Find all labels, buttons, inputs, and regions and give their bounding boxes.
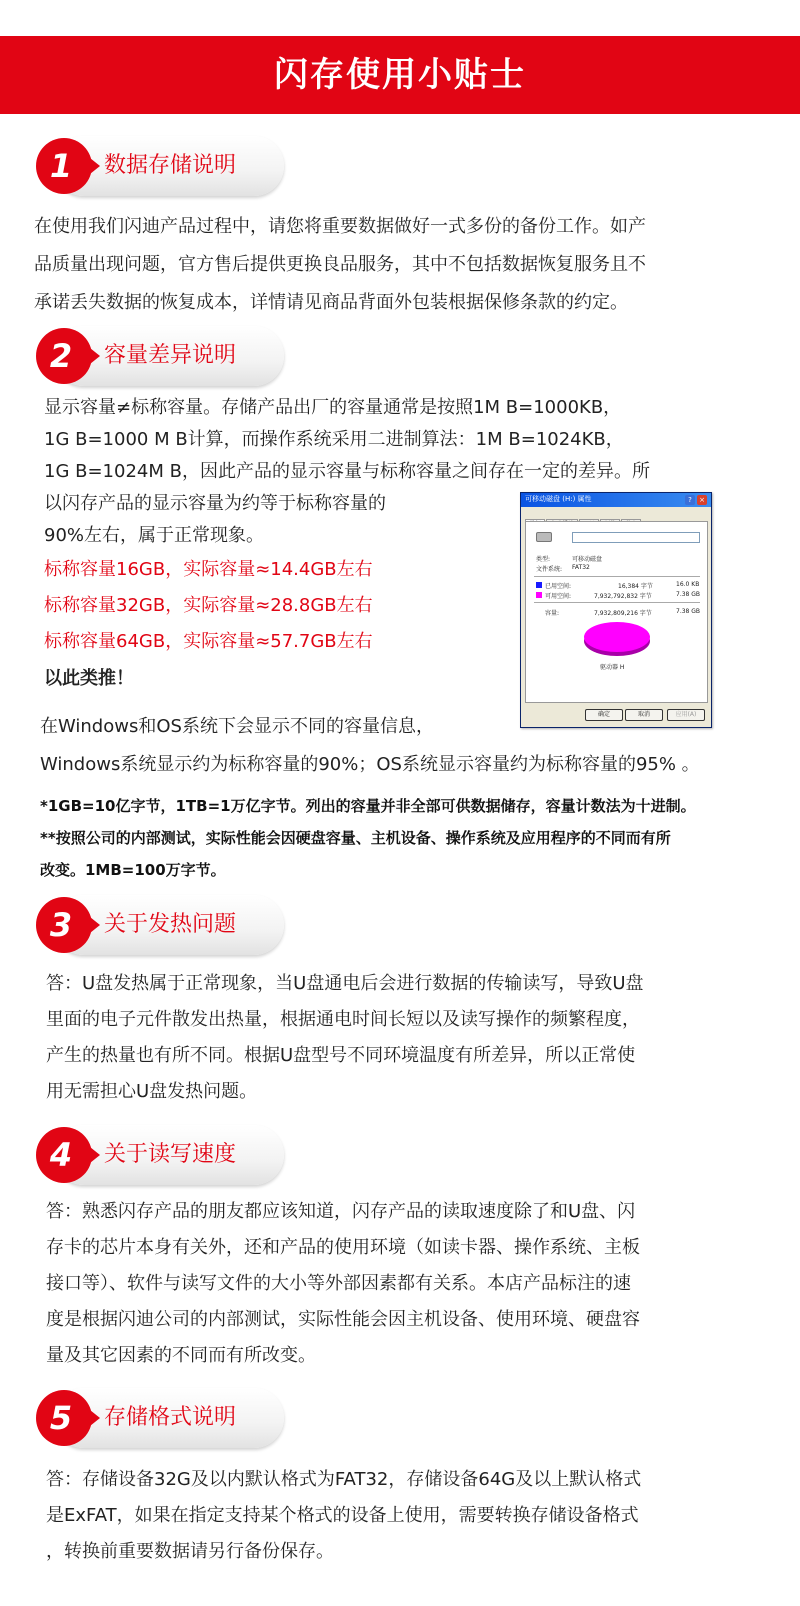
capacity-notes xyxy=(40,790,770,886)
text-line: 量及其它因素的不同而有所改变。 xyxy=(46,1345,316,1366)
section-1-body xyxy=(34,208,646,322)
disk-usage-pie xyxy=(584,622,650,652)
text-line: 答：存储设备32G及以内默认格式为FAT32，存储设备64G及以上默认格式 xyxy=(46,1469,642,1490)
section-5-header xyxy=(36,1388,286,1450)
section-4-body xyxy=(46,1194,640,1374)
capacity-example-line: 标称容量16GB，实际容量≈14.4GB左右 xyxy=(44,559,373,580)
section-number: 2 xyxy=(49,337,73,375)
drive-label: 驱动器 H xyxy=(600,664,625,671)
used-label: 已用空间: xyxy=(545,583,572,590)
capacity-example-line: 标称容量32GB，实际容量≈28.8GB左右 xyxy=(44,595,373,616)
section-3-body xyxy=(46,966,644,1110)
fs-value: FAT32 xyxy=(572,564,590,571)
section-number: 1 xyxy=(49,147,73,185)
removable-disk-icon xyxy=(536,532,552,542)
text-line: 1G B=1024M B，因此产品的显示容量与标称容量之间存在一定的差异。所 xyxy=(44,461,650,482)
page-banner xyxy=(0,36,800,114)
ok-button[interactable]: 确定 xyxy=(585,709,623,721)
analogy-text xyxy=(44,660,134,698)
text-line: Windows系统显示约为标称容量的90%；OS系统显示容量约为标称容量的95% 。 xyxy=(40,754,700,775)
used-bytes: 16,384 字节 xyxy=(618,583,653,590)
text-line: 度是根据闪迪公司的内部测试，实际性能会因主机设备、使用环境、硬盘容 xyxy=(46,1309,640,1330)
capacity-size: 7.38 GB xyxy=(676,608,701,615)
dialog-panel xyxy=(525,521,708,703)
section-1-header xyxy=(36,136,286,198)
capacity-example-line: 标称容量64GB，实际容量≈57.7GB左右 xyxy=(44,631,373,652)
text-line: 在Windows和OS系统下会显示不同的容量信息， xyxy=(40,716,434,737)
text-line: 承诺丢失数据的恢复成本，详情请见商品背面外包装根据保修条款的约定。 xyxy=(34,292,628,313)
volume-label-input[interactable] xyxy=(572,532,700,543)
page-title: 闪存使用小贴士 xyxy=(274,55,526,95)
section-title: 存储格式说明 xyxy=(104,1405,237,1430)
note-line: *1GB=10亿字节，1TB=1万亿字节。列出的容量并非全部可供数据储存，容量计数法为十进制。 xyxy=(40,797,696,815)
text-line: 存卡的芯片本身有关外，还和产品的使用环境（如读卡器、操作系统、主板 xyxy=(46,1237,640,1258)
text-line: 产生的热量也有所不同。根据U盘型号不同环境温度有所差异，所以正常使 xyxy=(46,1045,636,1066)
type-label: 类型: xyxy=(536,556,551,563)
apply-button[interactable]: 应用(A) xyxy=(667,709,705,721)
section-number: 4 xyxy=(49,1136,73,1174)
note-line: **按照公司的内部测试，实际性能会因硬盘容量、主机设备、操作系统及应用程序的不同而有所 xyxy=(40,829,671,847)
text-line: 用无需担心U盘发热问题。 xyxy=(46,1081,258,1102)
text-line: 以此类推！ xyxy=(44,668,134,689)
text-line: 90%左右，属于正常现象。 xyxy=(44,525,265,546)
section-title: 容量差异说明 xyxy=(104,343,237,368)
section-4-header xyxy=(36,1125,286,1187)
capacity-label: 容量: xyxy=(545,610,560,617)
type-value: 可移动磁盘 xyxy=(572,556,603,563)
text-line: 品质量出现问题，官方售后提供更换良品服务，其中不包括数据恢复服务且不 xyxy=(34,254,646,275)
cancel-button[interactable]: 取消 xyxy=(625,709,663,721)
divider xyxy=(534,602,700,603)
used-swatch xyxy=(536,582,542,588)
note-line: 改变。1MB=100万字节。 xyxy=(40,861,226,879)
section-5-body xyxy=(46,1462,641,1570)
text-line: 1G B=1000 M B计算，而操作系统采用二进制算法：1M B=1024KB， xyxy=(44,429,624,450)
text-line: 里面的电子元件散发出热量，根据通电时间长短以及读写操作的频繁程度， xyxy=(46,1009,640,1030)
divider xyxy=(534,576,700,577)
text-line: 是ExFAT，如果在指定支持某个格式的设备上使用，需要转换存储设备格式 xyxy=(46,1505,639,1526)
text-line: 答：U盘发热属于正常现象，当U盘通电后会进行数据的传输读写，导致U盘 xyxy=(46,973,644,994)
text-line: 在使用我们闪迪产品过程中，请您将重要数据做好一式多份的备份工作。如产 xyxy=(34,216,646,237)
section-title: 数据存储说明 xyxy=(104,153,237,178)
text-line: 答：熟悉闪存产品的朋友都应该知道，闪存产品的读取速度除了和U盘、闪 xyxy=(46,1201,636,1222)
close-icon[interactable]: × xyxy=(697,495,707,505)
help-icon[interactable]: ? xyxy=(685,495,695,505)
section-3-header xyxy=(36,895,286,957)
fs-label: 文件系统: xyxy=(536,566,563,573)
dialog-title: 可移动磁盘 (H:) 属性 xyxy=(525,495,592,503)
section-title: 关于发热问题 xyxy=(104,912,237,937)
free-swatch xyxy=(536,592,542,598)
disk-properties-dialog xyxy=(520,492,712,728)
dialog-tabs xyxy=(525,511,705,521)
capacity-examples xyxy=(44,552,373,660)
free-bytes: 7,932,792,832 字节 xyxy=(594,593,652,600)
text-line: ，转换前重要数据请另行备份保存。 xyxy=(46,1541,334,1562)
section-title: 关于读写速度 xyxy=(104,1142,237,1167)
text-line: 显示容量≠标称容量。存储产品出厂的容量通常是按照1M B=1000KB， xyxy=(44,397,622,418)
capacity-bytes: 7,932,809,216 字节 xyxy=(594,610,652,617)
dialog-titlebar xyxy=(521,493,711,507)
section-number: 3 xyxy=(49,906,73,944)
free-label: 可用空间: xyxy=(545,593,572,600)
used-size: 16.0 KB xyxy=(676,581,700,588)
text-line: 以闪存产品的显示容量为约等于标称容量的 xyxy=(44,493,386,514)
section-number: 5 xyxy=(49,1399,73,1437)
text-line: 接口等）、软件与读写文件的大小等外部因素都有关系。本店产品标注的速 xyxy=(46,1273,631,1294)
free-size: 7.38 GB xyxy=(676,591,701,598)
section-2-header xyxy=(36,326,286,388)
